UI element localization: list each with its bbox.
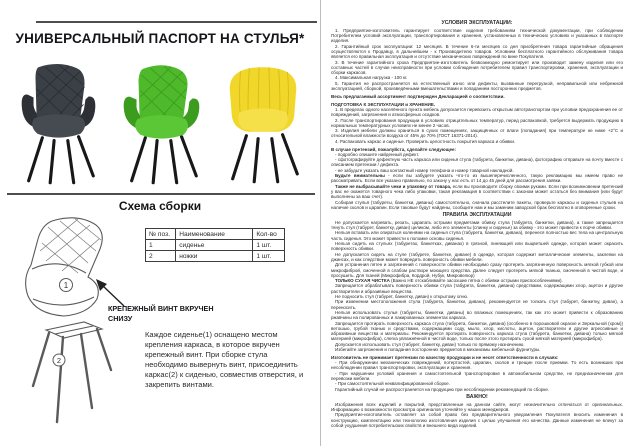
paragraph: 3. Изделия мебели должны храниться в сухих помещениях, защищённых от влаги (попадания) при температуре не ниже +2°С и относительной влажности воздуха от 45% до 70% (ГОСТ 16371-2014). xyxy=(331,128,623,139)
paragraph-lead: Будьте внимательны xyxy=(335,173,385,179)
paragraph: 4. Распаковать каркас и сиденье. Проверить целостность покрытия каркаса и обивки. xyxy=(335,138,516,144)
cell-name: сиденье xyxy=(176,240,253,251)
page-title: УНИВЕРСАЛЬНЫЙ ПАСПОРТ НА СТУЛЬЯ* xyxy=(15,31,305,46)
paragraph: Для устранения пятен и загрязнений с поверхности обивки необходимо сразу протереть загрязненную поверхность мягкой губкой или микрофиброй, смоченной в слабом растворе моющего средства. Далее следует протереть мягкой тканью, смоченной в чистой воде, и просушить. Для тканей (Микрофибра, Кордрой, Нубук, Микровелюр) xyxy=(331,262,623,278)
paragraph: В случае претензий, пожалуйста, сделайте следующее: xyxy=(331,146,457,152)
cell-qty: 1 шт. xyxy=(253,240,285,251)
chair-seat xyxy=(238,108,288,131)
screw-callout-label: КРЕПЕЖНЫЙ ВИНТ ВКРУЧЕН СНИЗУ xyxy=(108,304,214,323)
column-header-name: Наименование xyxy=(176,229,253,240)
column-header-pos: № поз. xyxy=(146,229,176,240)
parts-table-header-row xyxy=(146,229,285,240)
paragraph: Собирая стулья (табуреты, банкетки, диваны) самостоятельно, сначала расстелите пакеты, проверьте каркасы и сиденья стульев на наличие сколов и царапин. Если таковые будут найдены, сообщите нам и мы заменим заводской брак бесплатно в оговоренные сроки. xyxy=(331,199,623,210)
paragraph: 5. Гарантия не распространяется на естественный износ или дефекты, вызванные перегрузкой, неправильной или небрежной эксплуатацией, сборкой, произведёнными вмешательствами и попаданием посторонних предметов. xyxy=(331,80,623,92)
paragraph-lead: ТОЛЬКО СУХАЯ ЧИСТКА xyxy=(335,278,390,284)
paragraph: 3. В течение гарантийного срока Предприятие-изготовитель безвозмездно ремонтирует или производит замену изделия или его составных частей в случае неисправности при условии соблюдения потребителем правил транспортировки, хранения, эксплуатации и сборки каркасов. xyxy=(331,59,623,76)
paragraph: Нельзя вставать или опираться коленями на сиденья стула (табурета, банкетки, дивана), перенеся полностью вес тела на центральную часть сиденья. Это может привести к поломке основы сиденья. xyxy=(331,230,623,241)
paragraph: Предприятие-изготовитель оставляет за собой право без предварительного уведомления Покупателя вносить изменения в конструкцию, комплектацию или технологию изготовления изделия с целью улучшения его качества. Данные изменения не влекут за собой ухудшения потребительских свойств и внешнего вида изделий. xyxy=(331,412,623,428)
paragraph-text: если вы производите сборку своими руками. Если при возникновении претензий у вас не окажется товарного чека либо упаковки, такая рекламация в соответствии с законом может остаться без внимания (или будут выполнены за ваш счет). xyxy=(331,183,623,200)
paragraph: - подробно опишите найденный дефект. xyxy=(335,151,420,157)
section-heading: ВАЖНО! xyxy=(466,393,488,400)
section-heading: ПРАВИЛА ЭКСПЛУАТАЦИИ xyxy=(442,212,512,219)
paragraph: 2. Гарантийный срок эксплуатации: 12 месяцев. В течение 6-ти месяцев со дня приобретения товара гарантийные обращения осуществляются к Продавцу, в дальнейшем - к Производителю товаров. Условием бесплатного гарантийного обслуживания товара является его правильная эксплуатация и отсутствие механических повреждений по вине Покупателя. xyxy=(331,43,623,60)
chair-legs xyxy=(29,137,94,183)
paragraph: Изображения всех изделий и покрытий, представленные на данном сайте, могут незначительно отличаться от оригинальных. Информацию о возможности просмотра оригиналов уточняйте у наших менеджеров. xyxy=(331,401,623,412)
section-heading: УСЛОВИЯ ЭКСПЛУАТАЦИИ: xyxy=(441,20,513,26)
parts-table xyxy=(145,228,285,262)
chair-legs xyxy=(233,135,298,182)
svg-text:2: 2 xyxy=(56,356,62,365)
cell-pos: 1 xyxy=(146,240,176,251)
chair-seat xyxy=(32,114,85,137)
section-rule xyxy=(7,193,315,195)
chair-photo-dark xyxy=(12,58,105,188)
paragraph: Допускается использовать стул (табурет, банкетку, диван) только по прямому назначению. xyxy=(335,341,525,347)
chair-seat xyxy=(135,115,188,138)
paragraph: При изменении местоположения стула (табурета, банкетки, дивана), рекомендуется не толкать стул (табурет, банкетку, диван), а переносить. xyxy=(331,299,623,310)
top-rule xyxy=(36,21,317,23)
paragraph: 1. Предприятие-изготовитель гарантирует соответствие изделия требованиям технической документации, при соблюдении Потребителем условий эксплуатации, транспортирования и хранения, установленных в технических условиях и указанных в паспорте изделия. xyxy=(331,27,623,44)
paragraph: - сфотографируйте дефектную часть каркаса или сиденья стула (табурета, банкетки, дивана), фотографию отправьте на почту вместе с описанием претензии / дефекта. xyxy=(331,157,623,168)
paragraph: ПОДГОТОВКА К ЭКСПЛУАТАЦИИ и ХРАНЕНИЕ. xyxy=(331,101,436,107)
cell-name: ножки xyxy=(176,251,253,262)
part-marker-1 xyxy=(60,279,73,292)
paragraph-text: (Важно НЕ отскабливайте засохшие пятна с обивки острыми приспособлениями). xyxy=(389,278,563,284)
paragraph: Запрещается протирать поверхность каркаса стула (табурета, банкетки, дивана) (особенно в порошковой окраске и Зеркальной (хром)) ветошью, грубой тканью и средствами, содержащими соду, мыло, хлор, кислоты, ацетон, растворители и другие агрессивные и абразивные вещества и материалы. Рекомендуется протирать поверхность каркаса стула (табурета, банкетки, дивана) только мягкой материей (микрофибра), слегка увлажнённой в чистой воде, только после этого протирать сухой мягкой материей (микрофибра). xyxy=(331,320,623,342)
assembly-instructions: Каждое сиденье(1) оснащено местом крепления каркаса, в которое вкручен крепежный винт. При сборке стула необходимо вывернуть винт, присоединить каркас(2) к сиденью, совместив отверстия, и закрепить винтами. xyxy=(145,330,304,390)
paragraph: Не допускается сидеть на стуле (табурете, банкетке, диване) в одежде, которая содержит металлические элементы, заклепки на джинсах, и как следствие может повредить поверхность обивки мебели. xyxy=(331,251,623,262)
chair-photos xyxy=(12,56,310,188)
cell-pos: 2 xyxy=(146,251,176,262)
paragraph: Запрещается обрабатывать поверхность обивки стула (табурета, банкетки, дивана) средствами, содержащими хлор, ацетон и другие растворители и абразивные вещества. xyxy=(331,283,623,294)
paragraph-lead: Также не выбрасывайте чеки и упаковку от товара, xyxy=(335,183,452,189)
paragraph: 4. Максимальная нагрузка - 100 кг. xyxy=(335,75,408,81)
svg-text:1: 1 xyxy=(63,281,69,290)
paragraph: - При обнаружении механических повреждений, потертостей, царапин, сколов и трещин после приемки. То есть возникших при несоблюдении правил транспортировки, эксплуатации и хранения. xyxy=(331,360,623,371)
paragraph: Избегайте загрязнения и попадания посторонних предметов в механизмы мебельной фурнитуры. xyxy=(335,347,541,353)
table-row xyxy=(146,251,285,262)
paragraph: Нельзя использовать стулья (табуреты, банкетки, диваны) во влажных помещениях, так как это может привести к образованию ржавчины на полированных и лакированных элементах каркаса. xyxy=(331,309,623,321)
cell-qty: 1 шт. xyxy=(253,251,285,262)
column-divider xyxy=(320,0,321,446)
paragraph: Весь предлагаемый ассортимент подтвержден Декларацией о соответствии. xyxy=(331,93,505,99)
paragraph xyxy=(331,184,623,200)
assembly-legs-drawing xyxy=(26,316,118,430)
chair-photo-green xyxy=(115,58,208,188)
paragraph xyxy=(331,173,623,184)
paragraph: Не подносить стул (табурет, банкетку, диван) к открытому огню. xyxy=(335,294,469,300)
paragraph: Гарантийный случай не распространяется на продукцию при несоблюдении рекомендаций по сборке. xyxy=(335,386,550,392)
operating-conditions-column xyxy=(331,18,623,428)
column-header-qty: Кол-во xyxy=(253,229,285,240)
paragraph: - не забудьте указать ваш контактный номер телефона и номер товарной накладной. xyxy=(335,167,514,173)
assembly-title: Схема сборки xyxy=(118,199,202,213)
chair-legs xyxy=(131,137,196,183)
paragraph: Нельзя сидеть на стульях (табуретах, банкетках, диванах) в грязной, линяющей или выцветшей одежде, которая может окрасить поверхность обивки. xyxy=(331,241,623,252)
paragraph: - При самостоятельной неквалифицированной сборке. xyxy=(335,381,450,387)
paragraph: 1. В пределах одного населённого пункта мебель допускается перевозить открытым автотранспортом при условии предохранения ее от повреждений, загрязнения и атмосферных осадков. xyxy=(331,106,623,118)
paragraph-text: - если вы забудете указать что-то из вышеперечисленного, такую рекламацию мы имеем право не рассматривать. Если все указано правильно, по закону у нас есть от 14 до 45 дней для рассмотрения заявки. xyxy=(331,173,623,184)
paragraph: Не допускается нагревать, резать, царапать острыми предметами обивку стула (табурета, банкетки, дивана), а также запрещается тянуть стул (табурет, банкетку, диван) целиком, либо его элементы (спинку и сиденье) за обивку - это может привести к порче обивки. xyxy=(331,219,623,231)
table-row xyxy=(146,240,285,251)
part-marker-2 xyxy=(53,354,65,366)
paragraph: Изготовитель не принимает претензии по качеству продукции и не несет ответственности в случаях: xyxy=(331,354,559,360)
paragraph: - При нарушении условий хранения и самостоятельной транспортировке в автомобильном средстве, не предназначенном для перевозки мебели. xyxy=(331,370,623,381)
paragraph: 2. После транспортирования продукции в условиях отрицательных температур, перед распаковкой, требуется выдержать продукцию в нормальных температурных условиях не менее 2 часов. xyxy=(331,117,623,128)
chair-photo-yellow xyxy=(217,58,310,188)
